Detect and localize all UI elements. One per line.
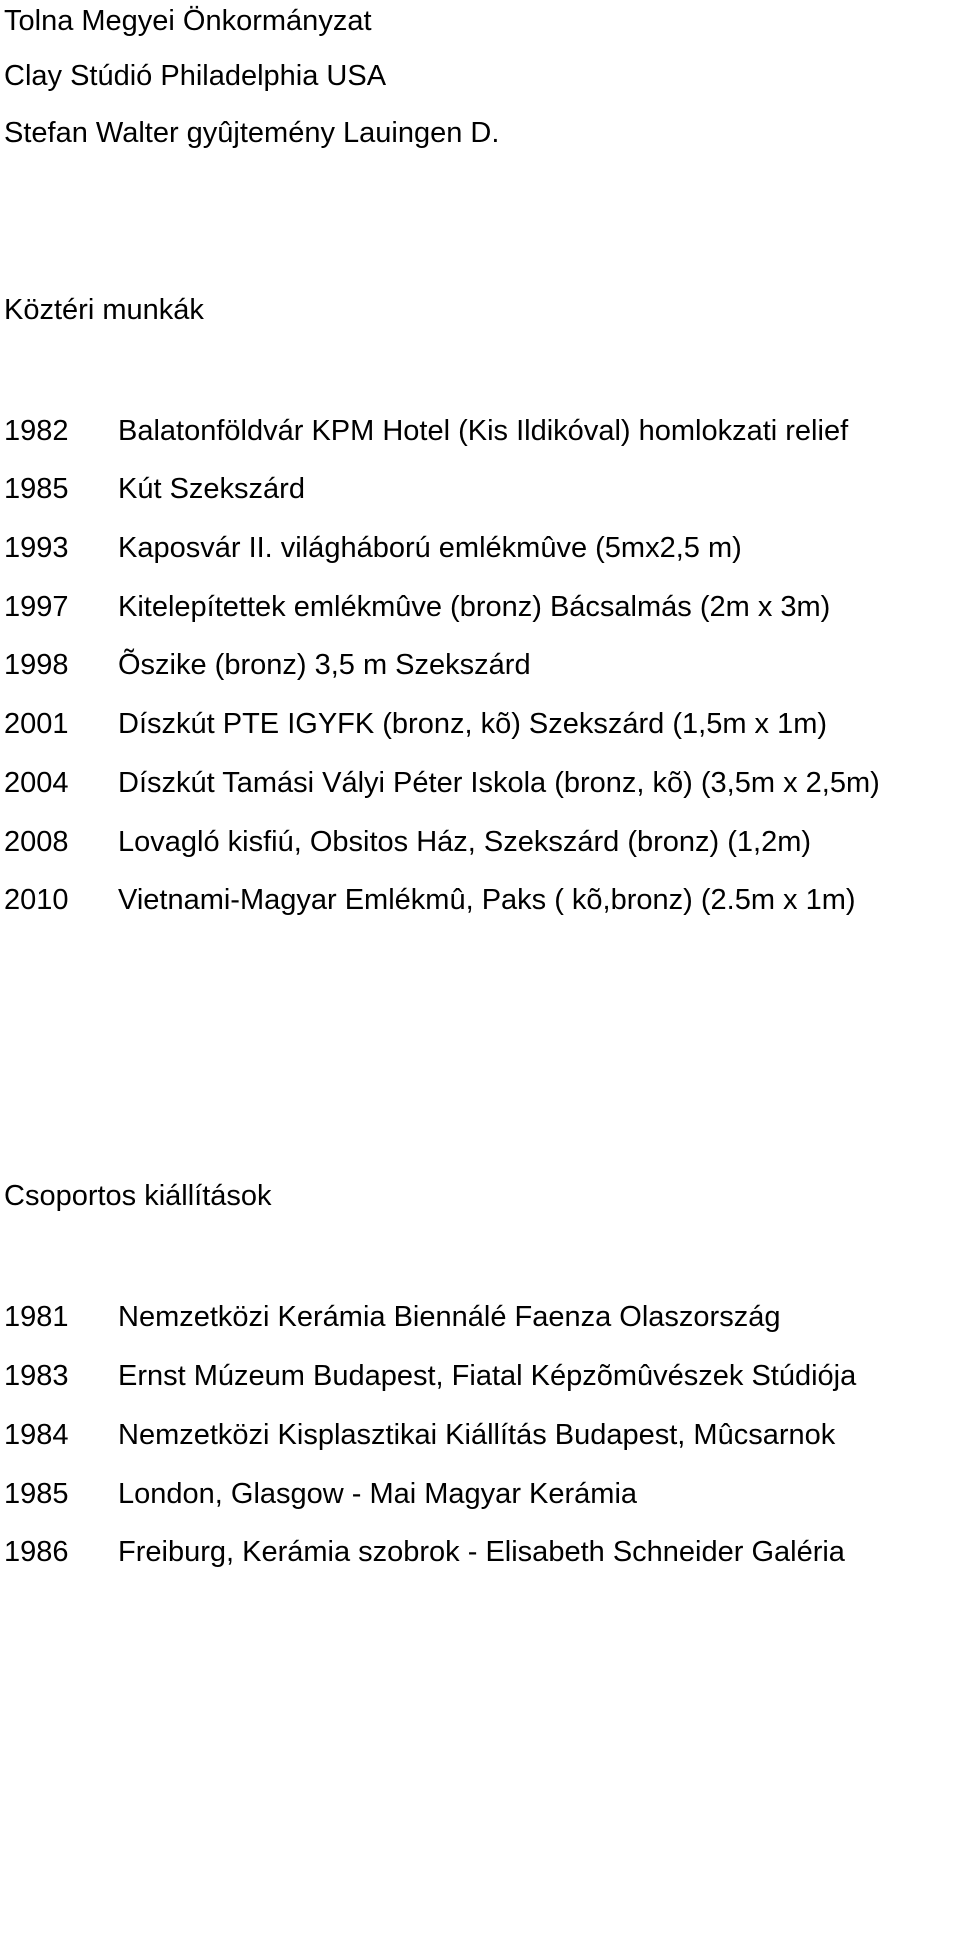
collection-item: Tolna Megyei Önkormányzat	[4, 5, 372, 37]
public-works-heading: Köztéri munkák	[4, 294, 204, 326]
item-text: Díszkút PTE IGYFK (bronz, kõ) Szekszárd (1,5m x 1m)	[118, 708, 828, 740]
item-text: Õszike (bronz) 3,5 m Szekszárd	[118, 649, 531, 681]
item-text: Freiburg, Kerámia szobrok - Elisabeth Schneider Galéria	[118, 1536, 845, 1568]
item-text: Ernst Múzeum Budapest, Fiatal Képzõmûvészek Stúdiója	[118, 1360, 857, 1392]
item-text: Kitelepítettek emlékmûve (bronz) Bácsalmás (2m x 3m)	[118, 591, 831, 623]
list-item	[4, 1534, 845, 1570]
item-text: Kút Szekszárd	[118, 473, 305, 505]
item-year: 2001	[4, 708, 69, 740]
item-year: 1998	[4, 649, 69, 681]
list-item	[4, 824, 811, 860]
list-item	[4, 1417, 835, 1453]
list-item	[4, 1476, 637, 1512]
item-year: 1986	[4, 1536, 69, 1568]
item-year: 1984	[4, 1419, 69, 1451]
collection-item: Stefan Walter gyûjtemény Lauingen D.	[4, 117, 500, 149]
item-text: Kaposvár II. világháború emlékmûve (5mx2,5 m)	[118, 532, 742, 564]
item-year: 2008	[4, 826, 69, 858]
item-text: Balatonföldvár KPM Hotel (Kis Ildikóval) homlokzati relief	[118, 415, 849, 447]
list-item	[4, 647, 531, 683]
item-text: Nemzetközi Kerámia Biennálé Faenza Olaszország	[118, 1301, 781, 1333]
item-year: 1983	[4, 1360, 69, 1392]
list-item	[4, 1299, 780, 1335]
item-text: Lovagló kisfiú, Obsitos Ház, Szekszárd (bronz) (1,2m)	[118, 826, 812, 858]
item-year: 1993	[4, 532, 69, 564]
item-year: 2004	[4, 767, 69, 799]
item-year: 1985	[4, 473, 69, 505]
list-item	[4, 706, 827, 742]
list-item	[4, 765, 880, 801]
item-year: 1985	[4, 1478, 69, 1510]
item-year: 2010	[4, 884, 69, 916]
item-text: Díszkút Tamási Vályi Péter Iskola (bronz, kõ) (3,5m x 2,5m)	[118, 767, 880, 799]
collection-item: Clay Stúdió Philadelphia USA	[4, 60, 387, 92]
item-year: 1997	[4, 591, 69, 623]
item-year: 1981	[4, 1301, 69, 1333]
item-text: London, Glasgow - Mai Magyar Kerámia	[118, 1478, 638, 1510]
item-text: Nemzetközi Kisplasztikai Kiállítás Budapest, Mûcsarnok	[118, 1419, 836, 1451]
item-text: Vietnami-Magyar Emlékmû, Paks ( kõ,bronz) (2.5m x 1m)	[118, 884, 856, 916]
list-item	[4, 471, 305, 507]
group-exhibitions-heading: Csoportos kiállítások	[4, 1180, 272, 1212]
list-item	[4, 882, 856, 918]
list-item	[4, 589, 830, 625]
list-item	[4, 530, 742, 566]
item-year: 1982	[4, 415, 69, 447]
list-item	[4, 1358, 856, 1394]
list-item	[4, 413, 848, 449]
